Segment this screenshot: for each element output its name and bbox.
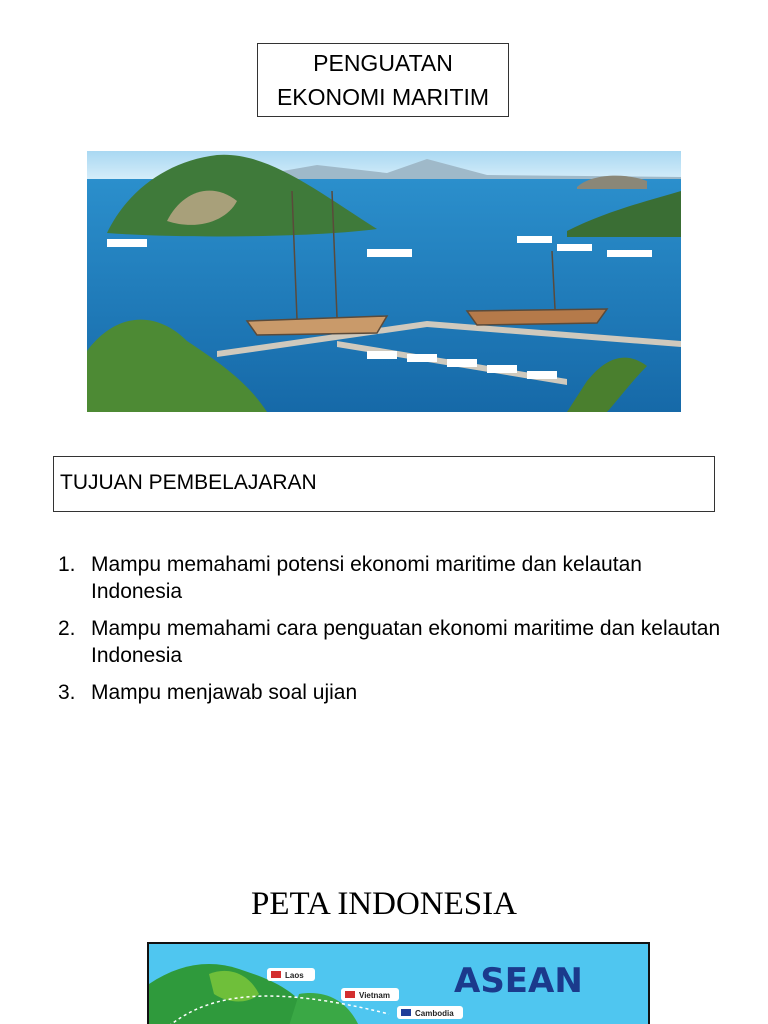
asean-banner: ASEAN (454, 961, 583, 1001)
objectives-list (58, 551, 738, 716)
asean-map-illustration (149, 944, 648, 1024)
list-text: Mampu menjawab soal ujian (91, 681, 358, 704)
country-label-cambodia (397, 1006, 463, 1019)
harbor-illustration (87, 151, 681, 412)
list-item (58, 551, 738, 605)
objectives-heading-box (53, 456, 715, 512)
asean-map-image (147, 942, 650, 1024)
list-text: Mampu memahami cara penguatan ekonomi maritime dan kelautan Indonesia (91, 617, 721, 667)
label-laos: Laos (285, 971, 304, 980)
title-line-2: EKONOMI MARITIM (276, 84, 490, 110)
list-number: 3. (58, 681, 76, 704)
harbor-photo (87, 151, 681, 412)
title-line-1: PENGUATAN (313, 50, 453, 76)
label-vietnam: Vietnam (359, 991, 390, 1000)
list-item (58, 679, 738, 706)
list-number: 2. (58, 617, 76, 640)
country-label-laos (267, 968, 315, 981)
country-label-vietnam (341, 988, 399, 1001)
list-text: Mampu memahami potensi ekonomi maritime dan kelautan Indonesia (91, 553, 642, 603)
list-number: 1. (58, 553, 76, 576)
label-cambodia: Cambodia (415, 1009, 454, 1018)
title-box (257, 43, 509, 117)
list-item (58, 615, 738, 669)
objectives-heading: TUJUAN PEMBELAJARAN (60, 471, 317, 494)
map-title: PETA INDONESIA (251, 886, 517, 922)
